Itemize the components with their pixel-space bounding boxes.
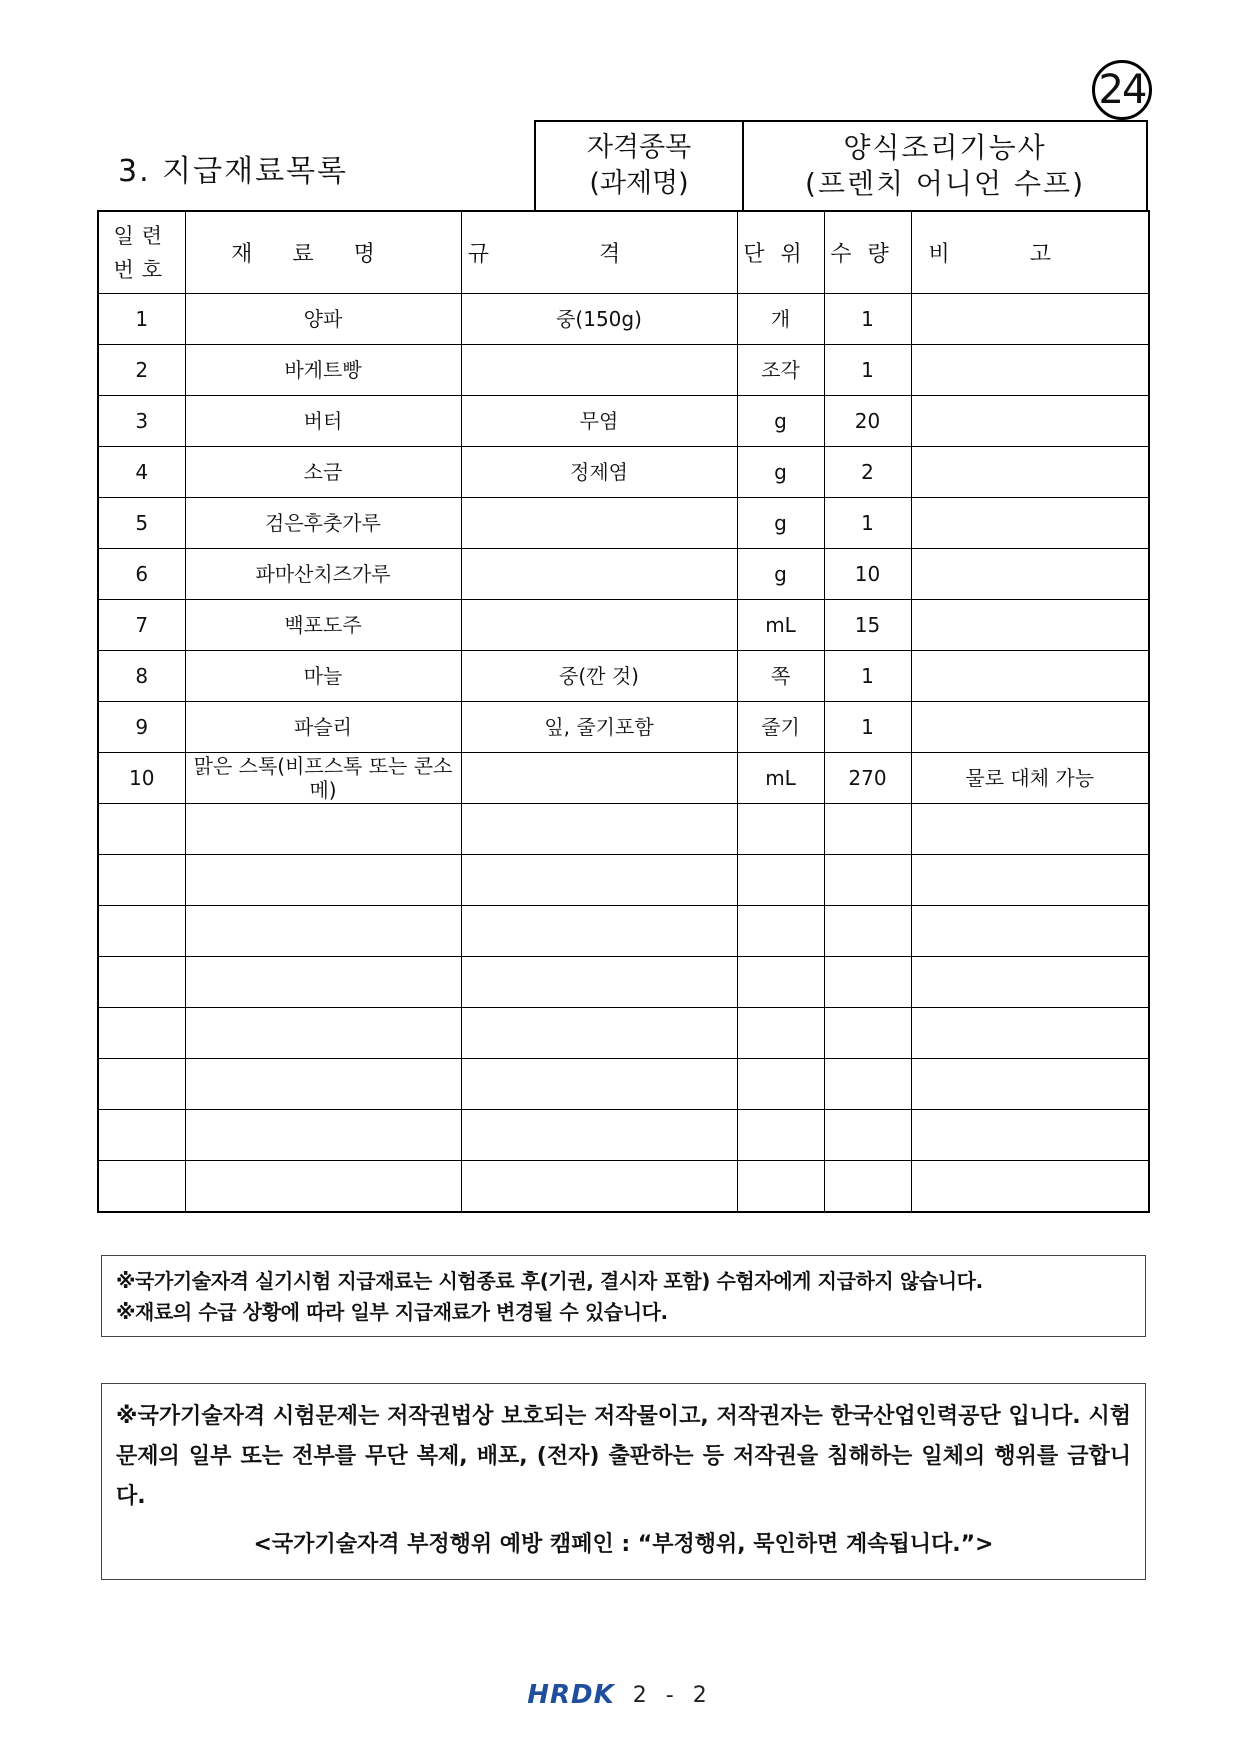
- supply-notice-line1: ※국가기술자격 실기시험 지급재료는 시험종료 후(기권, 결시자 포함) 수험자에게 지급하지 않습니다.: [116, 1269, 983, 1293]
- table-row-empty: [98, 1008, 1149, 1059]
- cell-unit: g: [737, 549, 824, 600]
- header-quantity: 수량: [824, 211, 911, 294]
- cell-spec: [461, 855, 737, 906]
- cell-unit: mL: [737, 753, 824, 804]
- cell-material-name: [185, 957, 461, 1008]
- table-row: [98, 702, 1149, 753]
- table-row: [98, 651, 1149, 702]
- cell-note: [911, 294, 1149, 345]
- table-row-empty: [98, 1110, 1149, 1161]
- cell-material-name: [185, 906, 461, 957]
- cell-note: [911, 702, 1149, 753]
- cell-spec: [461, 498, 737, 549]
- cell-unit: [737, 1008, 824, 1059]
- cell-quantity: [824, 855, 911, 906]
- cell-material-name: 파마산치즈가루: [185, 549, 461, 600]
- cell-note: [911, 804, 1149, 855]
- cell-material-name: 맑은 스톡(비프스톡 또는 콘소메): [185, 753, 461, 804]
- cell-quantity: 270: [824, 753, 911, 804]
- cell-spec: 중(150g): [461, 294, 737, 345]
- table-row-empty: [98, 906, 1149, 957]
- header-serial-number-line2: 번호: [113, 257, 171, 282]
- table-row: [98, 600, 1149, 651]
- cell-serial-number: 7: [98, 600, 185, 651]
- qualification-value-line2: (프렌치 어니언 수프): [804, 167, 1086, 200]
- cell-note: [911, 1110, 1149, 1161]
- qualification-value: [744, 122, 1146, 210]
- cell-unit: [737, 906, 824, 957]
- cell-note: [911, 549, 1149, 600]
- cell-quantity: 1: [824, 294, 911, 345]
- cell-material-name: [185, 1008, 461, 1059]
- cell-serial-number: 10: [98, 753, 185, 804]
- table-row: [98, 294, 1149, 345]
- table-row: [98, 549, 1149, 600]
- cell-unit: [737, 957, 824, 1008]
- cell-quantity: 20: [824, 396, 911, 447]
- qualification-label-line2: (과제명): [589, 168, 689, 199]
- cell-serial-number: [98, 957, 185, 1008]
- header-unit: 단위: [737, 211, 824, 294]
- cell-spec: [461, 600, 737, 651]
- cell-unit: [737, 855, 824, 906]
- header-serial-number-line1: 일련: [113, 223, 171, 248]
- hrdk-logo: HRDK: [527, 1680, 615, 1710]
- cell-material-name: 양파: [185, 294, 461, 345]
- cell-note: [911, 957, 1149, 1008]
- cell-material-name: [185, 1110, 461, 1161]
- cell-serial-number: 5: [98, 498, 185, 549]
- cell-material-name: 파슬리: [185, 702, 461, 753]
- cell-quantity: [824, 1110, 911, 1161]
- table-body: [98, 294, 1149, 1213]
- cell-unit: [737, 1161, 824, 1213]
- cell-unit: [737, 804, 824, 855]
- material-table: [97, 210, 1150, 1213]
- cell-spec: [461, 906, 737, 957]
- cell-note: [911, 855, 1149, 906]
- cell-spec: [461, 753, 737, 804]
- cell-serial-number: 9: [98, 702, 185, 753]
- cell-serial-number: 6: [98, 549, 185, 600]
- cell-material-name: [185, 855, 461, 906]
- cell-note: [911, 345, 1149, 396]
- cell-material-name: 소금: [185, 447, 461, 498]
- cell-quantity: 10: [824, 549, 911, 600]
- cell-unit: g: [737, 498, 824, 549]
- cell-serial-number: 2: [98, 345, 185, 396]
- cell-quantity: [824, 906, 911, 957]
- cell-unit: [737, 1110, 824, 1161]
- cell-quantity: 15: [824, 600, 911, 651]
- campaign-notice-text: <국가기술자격 부정행위 예방 캠페인 : “부정행위, 묵인하면 계속됩니다.”>: [253, 1532, 994, 1557]
- qualification-value-line1: 양식조리기능사: [843, 131, 1047, 164]
- cell-serial-number: [98, 1161, 185, 1213]
- page-number-badge: 24: [1092, 60, 1152, 120]
- cell-material-name: 버터: [185, 396, 461, 447]
- cell-serial-number: [98, 1008, 185, 1059]
- cell-quantity: 2: [824, 447, 911, 498]
- cell-unit: g: [737, 396, 824, 447]
- cell-note: [911, 906, 1149, 957]
- footer-page-number: 2 - 2: [632, 1682, 713, 1708]
- copyright-notice-text: ※국가기술자격 시험문제는 저작권법상 보호되는 저작물이고, 저작권자는 한국산업인력공단 입니다. 시험문제의 일부 또는 전부를 무단 복제, 배포, (전자) 출판하는 등 저작권을 침해하는 일체의 행위를 금합니다.: [116, 1404, 1131, 1509]
- cell-material-name: [185, 1161, 461, 1213]
- cell-quantity: [824, 804, 911, 855]
- cell-unit: [737, 1059, 824, 1110]
- cell-material-name: [185, 1059, 461, 1110]
- cell-spec: 무염: [461, 396, 737, 447]
- qualification-label-line1: 자격종목: [586, 132, 692, 163]
- cell-note: [911, 1161, 1149, 1213]
- cell-spec: [461, 1161, 737, 1213]
- table-row-empty: [98, 957, 1149, 1008]
- cell-quantity: [824, 1008, 911, 1059]
- qualification-box: [534, 120, 1148, 210]
- supply-notice-box: [101, 1255, 1146, 1337]
- cell-spec: [461, 957, 737, 1008]
- cell-quantity: [824, 957, 911, 1008]
- cell-serial-number: [98, 906, 185, 957]
- cell-spec: 중(깐 것): [461, 651, 737, 702]
- page-footer: [0, 1680, 1240, 1710]
- cell-spec: [461, 549, 737, 600]
- cell-note: [911, 651, 1149, 702]
- header-spec: 규격: [461, 211, 737, 294]
- cell-serial-number: 8: [98, 651, 185, 702]
- cell-serial-number: 3: [98, 396, 185, 447]
- cell-quantity: 1: [824, 345, 911, 396]
- cell-note: 물로 대체 가능: [911, 753, 1149, 804]
- cell-serial-number: 4: [98, 447, 185, 498]
- table-row: [98, 498, 1149, 549]
- cell-quantity: [824, 1059, 911, 1110]
- table-row: [98, 447, 1149, 498]
- copyright-notice-box: [101, 1383, 1146, 1580]
- cell-unit: 조각: [737, 345, 824, 396]
- table-row-empty: [98, 1059, 1149, 1110]
- table-row-empty: [98, 804, 1149, 855]
- cell-serial-number: [98, 1059, 185, 1110]
- cell-note: [911, 1059, 1149, 1110]
- header-note: 비고: [911, 211, 1149, 294]
- cell-note: [911, 600, 1149, 651]
- cell-spec: 정제염: [461, 447, 737, 498]
- cell-note: [911, 1008, 1149, 1059]
- cell-unit: g: [737, 447, 824, 498]
- cell-unit: 개: [737, 294, 824, 345]
- cell-spec: [461, 1059, 737, 1110]
- table-row: [98, 396, 1149, 447]
- cell-spec: [461, 804, 737, 855]
- header-material-name: 재료명: [185, 211, 461, 294]
- cell-unit: 줄기: [737, 702, 824, 753]
- header-serial-number: [98, 211, 185, 294]
- table-row-empty: [98, 855, 1149, 906]
- qualification-label: [536, 122, 744, 210]
- table-row: [98, 753, 1149, 804]
- cell-quantity: 1: [824, 651, 911, 702]
- cell-note: [911, 447, 1149, 498]
- table-header-row: [98, 211, 1149, 294]
- cell-spec: 잎, 줄기포함: [461, 702, 737, 753]
- cell-material-name: 바게트빵: [185, 345, 461, 396]
- cell-serial-number: [98, 804, 185, 855]
- cell-spec: [461, 345, 737, 396]
- cell-note: [911, 396, 1149, 447]
- cell-unit: 쪽: [737, 651, 824, 702]
- section-title: 3. 지급재료목록: [118, 154, 349, 189]
- cell-material-name: 검은후춧가루: [185, 498, 461, 549]
- cell-quantity: 1: [824, 498, 911, 549]
- cell-quantity: [824, 1161, 911, 1213]
- cell-spec: [461, 1110, 737, 1161]
- cell-material-name: 백포도주: [185, 600, 461, 651]
- cell-spec: [461, 1008, 737, 1059]
- cell-unit: mL: [737, 600, 824, 651]
- cell-serial-number: [98, 855, 185, 906]
- cell-serial-number: [98, 1110, 185, 1161]
- cell-material-name: 마늘: [185, 651, 461, 702]
- supply-notice-line2: ※재료의 수급 상황에 따라 일부 지급재료가 변경될 수 있습니다.: [116, 1300, 668, 1324]
- table-row: [98, 345, 1149, 396]
- cell-material-name: [185, 804, 461, 855]
- cell-note: [911, 498, 1149, 549]
- cell-serial-number: 1: [98, 294, 185, 345]
- cell-quantity: 1: [824, 702, 911, 753]
- table-row-empty: [98, 1161, 1149, 1213]
